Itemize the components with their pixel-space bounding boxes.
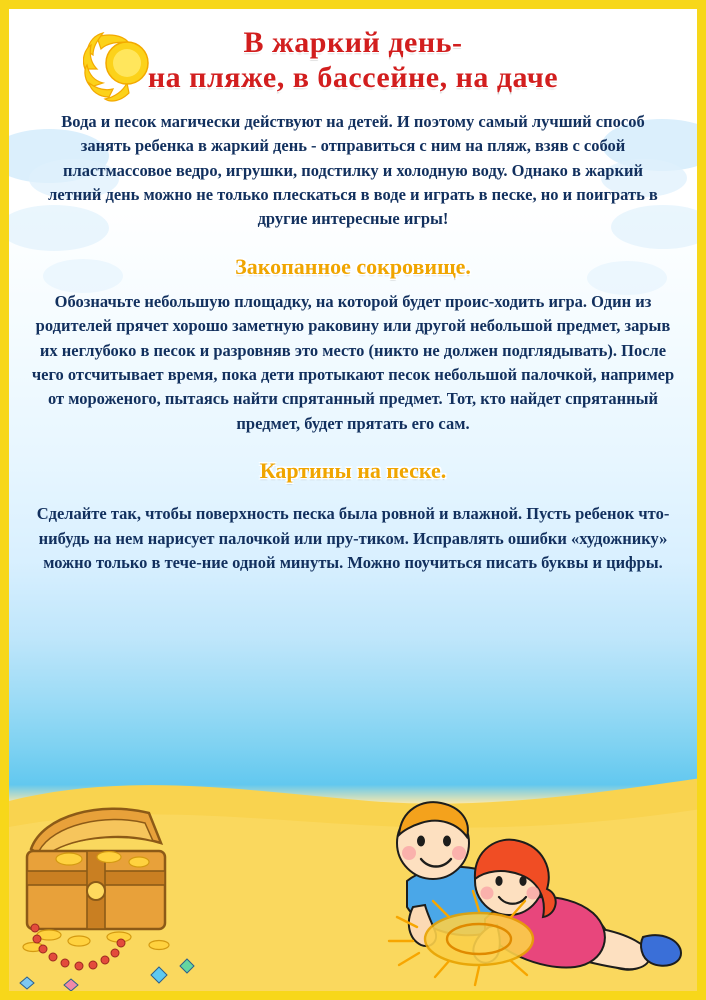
page-title bbox=[9, 9, 697, 100]
section-heading-1: Закопанное сокровище. bbox=[235, 253, 471, 279]
beach-illustration bbox=[9, 731, 706, 991]
title-line-2: на пляже, в бассейне, на даче bbox=[147, 61, 559, 95]
treasure-chest-icon bbox=[20, 809, 194, 991]
sand-drawing-icon bbox=[389, 891, 533, 985]
intro-paragraph: Вода и песок магически действуют на детей. И поэтому самый лучший способ занять ребенка в жаркий день - отправиться с ним на пляж, взяв с собой пластмассовое ведро, игрушки, подстилку и холодную воду. Однако в жаркий летний день можно не только плескаться в воде и играть в песке, но и поиграть в другие интересные игры! bbox=[48, 111, 658, 229]
boy-icon bbox=[397, 802, 645, 970]
section-text-1: Обозначьте небольшую площадку, на которой будет проис-ходить игра. Один из родителей прячет хорошо заметную раковину или другой небольшой предмет, зарыв их неглубоко в песок и разровняв это место (никто не должен подглядывать). После чего отсчитывает время, пока дети протыкают песок небольшой палочкой, например от мороженого, пытаясь найти спрятанный предмет. Тот, кто найдет спрятанный предмет, будет прятать его сам. bbox=[31, 291, 675, 433]
section-heading-2: Картины на песке. bbox=[259, 458, 447, 484]
title-line-1: В жаркий день- bbox=[243, 26, 463, 59]
section-text-2: Сделайте так, чтобы поверхность песка была ровной и влажной. Пусть ребенок что-нибудь на нем нарисует палочкой или пру-тиком. Исправлять ошибки «художнику» можно только в тече-ние одной минуты. Можно поучиться писать буквы и цифры. bbox=[36, 504, 670, 573]
girl-icon bbox=[473, 840, 681, 970]
